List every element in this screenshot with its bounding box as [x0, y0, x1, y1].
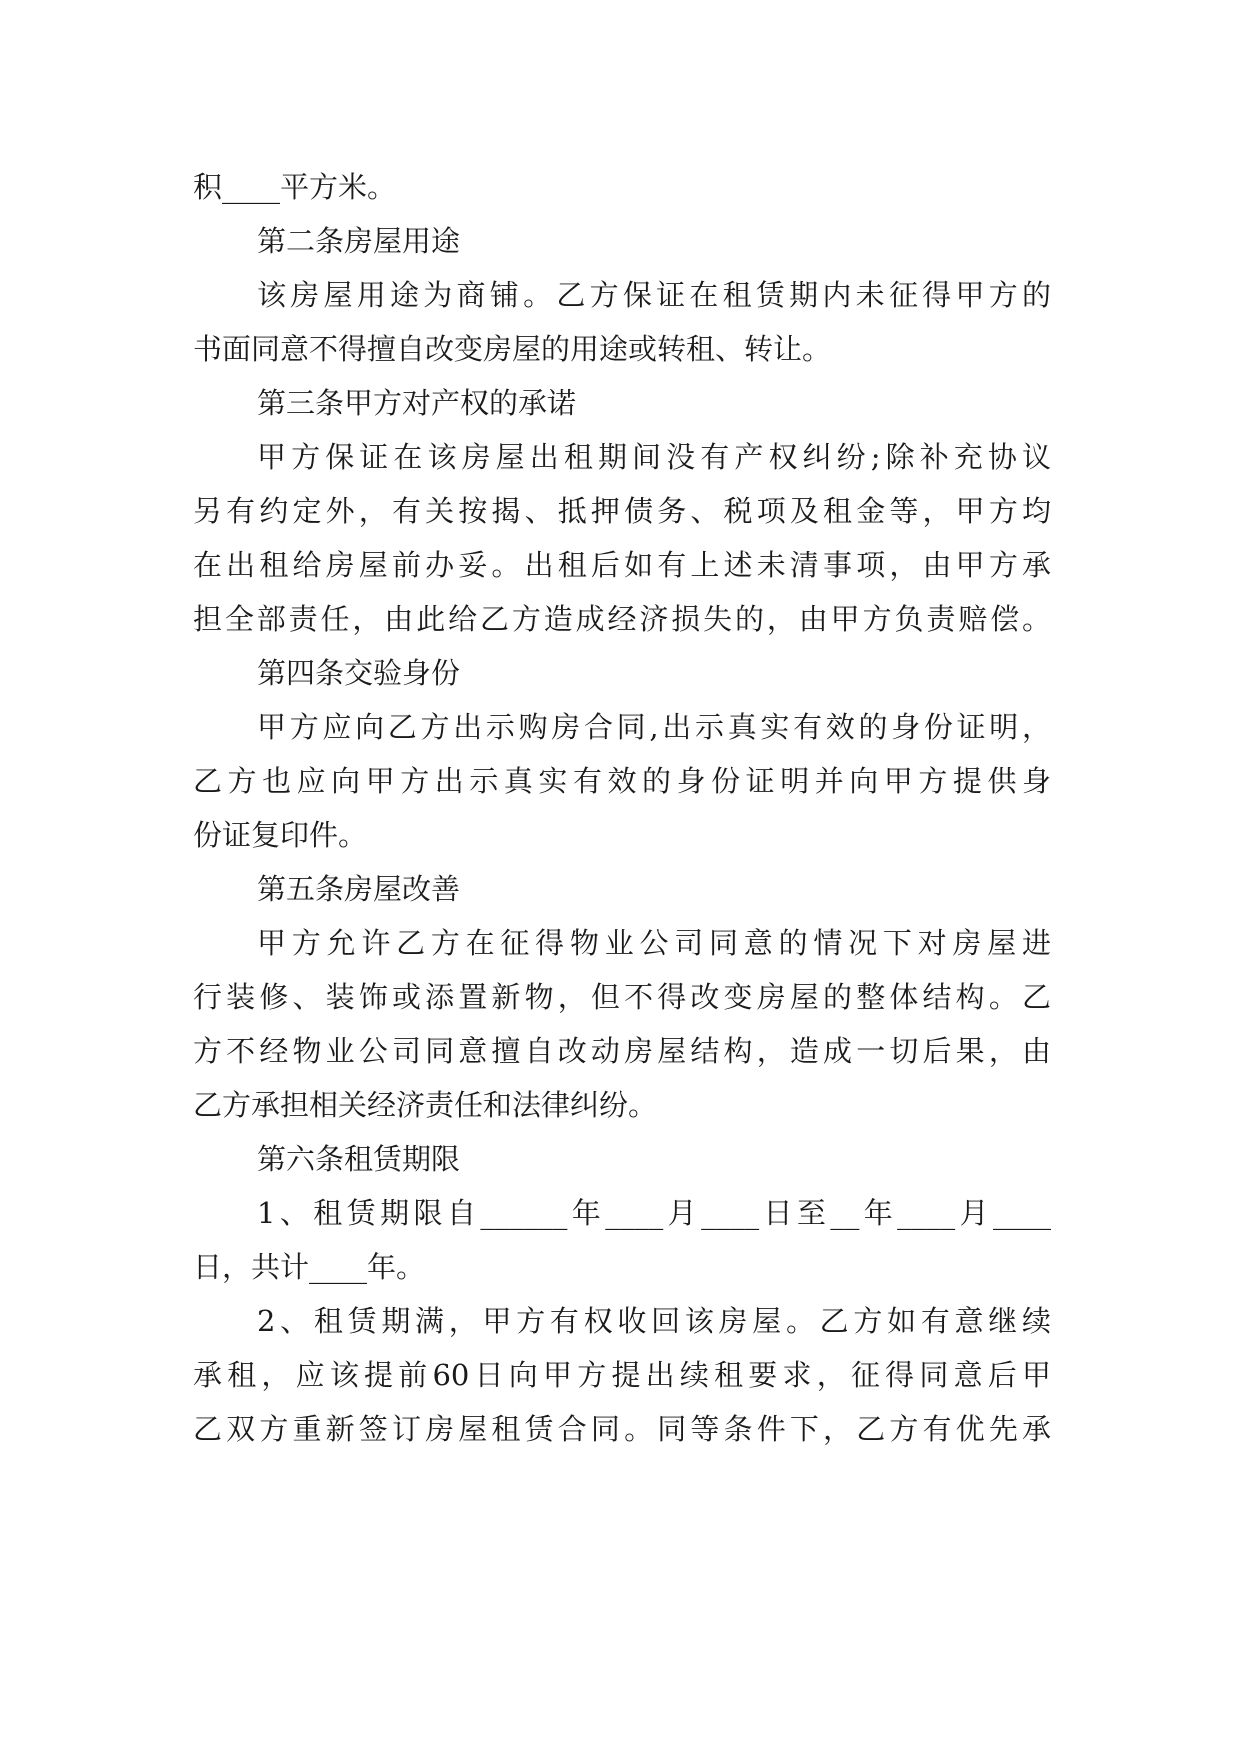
- text-line: 书面同意不得擅自改变房屋的用途或转租、转让。: [193, 332, 832, 366]
- text-line: 甲方允许乙方在征得物业公司同意的情况下对房屋进: [257, 926, 1051, 960]
- text-line: 乙方也应向甲方出示真实有效的身份证明并向甲方提供身: [193, 764, 1051, 798]
- text-line: 担全部责任，由此给乙方造成经济损失的，由甲方负责赔偿。: [193, 602, 1051, 636]
- text-line: 该房屋用途为商铺。乙方保证在租赁期内未征得甲方的: [257, 278, 1051, 312]
- section-heading: 第三条甲方对产权的承诺: [257, 386, 577, 420]
- text-line: 行装修、装饰或添置新物，但不得改变房屋的整体结构。乙: [193, 980, 1051, 1014]
- text-line: 份证复印件。: [193, 818, 368, 852]
- section-heading: 第五条房屋改善: [257, 872, 461, 906]
- section-heading: 第六条租赁期限: [257, 1142, 461, 1176]
- text-line: 甲方应向乙方出示购房合同,出示真实有效的身份证明，: [257, 710, 1051, 744]
- text-line: 日，共计____年。: [193, 1250, 426, 1284]
- text-line: 承租，应该提前60日向甲方提出续租要求，征得同意后甲: [193, 1358, 1051, 1392]
- section-heading: 第二条房屋用途: [257, 224, 461, 258]
- text-line: 2、租赁期满，甲方有权收回该房屋。乙方如有意继续: [257, 1304, 1051, 1338]
- section-heading: 第四条交验身份: [257, 656, 461, 690]
- text-line: 甲方保证在该房屋出租期间没有产权纠纷;除补充协议: [257, 440, 1051, 474]
- text-line: 方不经物业公司同意擅自改动房屋结构，造成一切后果，由: [193, 1034, 1051, 1068]
- text-line: 在出租给房屋前办妥。出租后如有上述未清事项，由甲方承: [193, 548, 1051, 582]
- text-line: 1、租赁期限自______年____月____日至__年____月____: [257, 1196, 1051, 1230]
- text-line: 另有约定外，有关按揭、抵押债务、税项及租金等，甲方均: [193, 494, 1051, 528]
- text-line: 乙双方重新签订房屋租赁合同。同等条件下，乙方有优先承: [193, 1412, 1051, 1446]
- text-line: 乙方承担相关经济责任和法律纠纷。: [193, 1088, 658, 1122]
- document-body: [193, 160, 1051, 1456]
- text-line: 积____平方米。: [193, 170, 397, 204]
